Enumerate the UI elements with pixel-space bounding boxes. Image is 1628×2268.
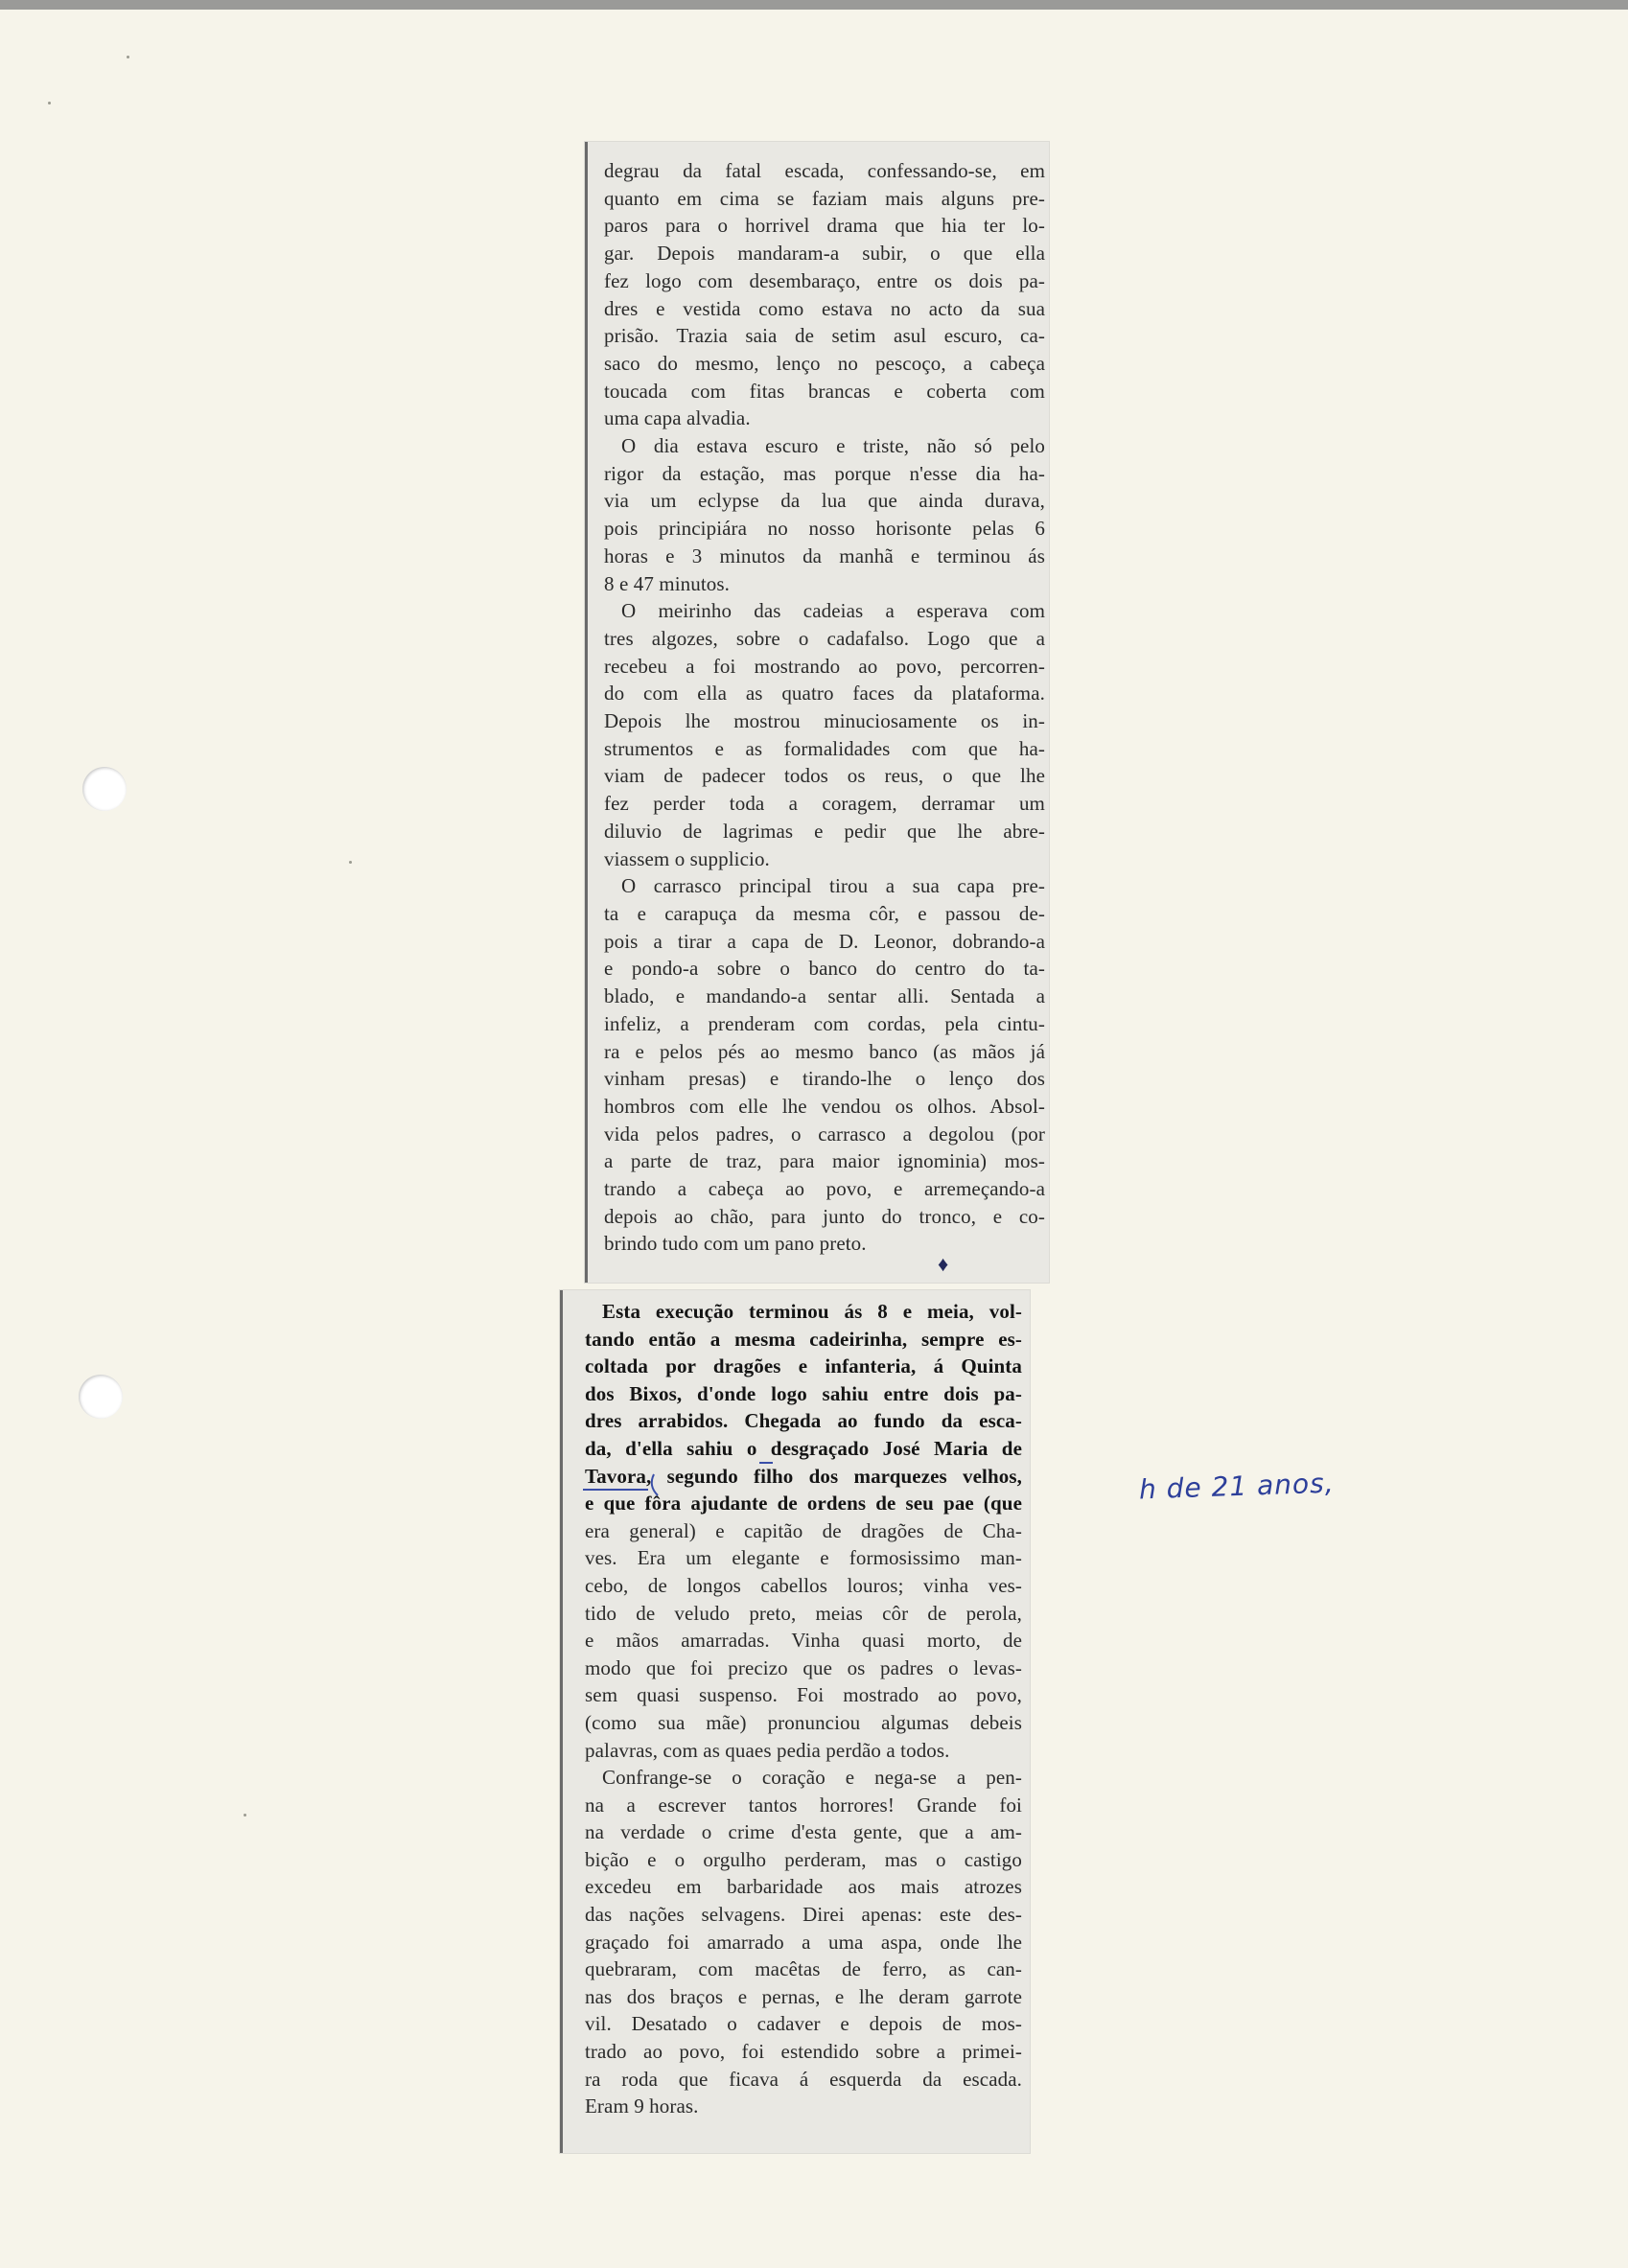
text-line: horas e 3 minutos da manhã e terminou ás	[604, 544, 1045, 567]
text-line: da, d'ella sahiu o desgraçado José Maria de	[585, 1436, 1022, 1460]
text-line: sem quasi suspenso. Foi mostrado ao povo,	[585, 1683, 1022, 1707]
text-line: viam de padecer todos os reus, o que lhe	[604, 764, 1045, 788]
text-line: gar. Depois mandaram-a subir, o que ella	[604, 242, 1045, 266]
text-line: vinham presas) e tirando-lhe o lenço dos	[604, 1067, 1045, 1091]
text-line: e mãos amarradas. Vinha quasi morto, de	[585, 1629, 1022, 1653]
text-line: era general) e capitão de dragões de Cha-	[585, 1518, 1022, 1542]
clipping-2-text	[585, 1298, 1022, 2120]
text-line: dos Bixos, d'onde logo sahiu entre dois pa-	[585, 1381, 1022, 1405]
text-line: pois principiára no nosso horisonte pelas 6	[604, 517, 1045, 541]
text-line: cebo, de longos cabellos louros; vinha ves-	[585, 1573, 1022, 1597]
punch-hole-bottom	[79, 1375, 123, 1419]
punch-hole-top	[82, 767, 127, 811]
text-line: (como sua mãe) pronunciou algumas debeis	[585, 1710, 1022, 1734]
text-line: Eram 9 horas.	[585, 2094, 699, 2118]
text-line: pois a tirar a capa de D. Leonor, dobrando-a	[604, 929, 1045, 953]
text-line: na a escrever tantos horrores! Grande foi	[585, 1793, 1022, 1817]
newspaper-clipping-2	[560, 1290, 1030, 2153]
text-line: a parte de traz, para maior ignominia) mos-	[604, 1149, 1045, 1173]
text-line: toucada com fitas brancas e coberta com	[604, 379, 1045, 403]
text-line: e pondo-a sobre o banco do centro do ta-	[604, 957, 1045, 981]
text-line: infeliz, a prenderam com cordas, pela cintu-	[604, 1011, 1045, 1035]
text-line: viassem o supplicio.	[604, 846, 770, 870]
text-line: ra e pelos pés ao mesmo banco (as mãos já	[604, 1039, 1045, 1063]
text-line: vida pelos padres, o carrasco a degolou (por	[604, 1122, 1045, 1146]
text-line: rigor da estação, mas porque n'esse dia ha-	[604, 461, 1045, 485]
text-line: palavras, com as quaes pedia perdão a todos.	[585, 1738, 950, 1762]
text-line: e que fôra ajudante de ordens de seu pae (que	[585, 1492, 1022, 1516]
text-line: tres algozes, sobre o cadafalso. Logo que a	[604, 626, 1045, 650]
text-line: ra roda que ficava á esquerda da escada.	[585, 2067, 1022, 2091]
newspaper-clipping-1	[585, 142, 1049, 1283]
text-line: dres arrabidos. Chegada ao fundo da esca-	[585, 1409, 1022, 1433]
text-line: hombros com elle lhe vendou os olhos. Absol-	[604, 1094, 1045, 1118]
text-line: na verdade o crime d'esta gente, que a am-	[585, 1820, 1022, 1844]
text-line-underlined: Tavora, segundo filho dos marquezes velhos,	[585, 1464, 1022, 1488]
text-line: trando a cabeça ao povo, e arremeçando-a	[604, 1177, 1045, 1201]
ink-mark-icon: ♦	[938, 1252, 949, 1276]
clipping-1-text	[604, 157, 1045, 1258]
text-line: O dia estava escuro e triste, não só pelo	[621, 434, 1045, 458]
text-line: tando então a mesma cadeirinha, sempre es-	[585, 1327, 1022, 1351]
text-line: nas dos braços e pernas, e lhe deram garrote	[585, 1984, 1022, 2008]
text-line: graçado foi amarrado a uma aspa, onde lhe	[585, 1930, 1022, 1954]
text-line: saco do mesmo, lenço no pescoço, a cabeça	[604, 351, 1045, 375]
name-underline-mark	[581, 1457, 773, 1503]
text-line: prisão. Trazia saia de setim asul escuro, ca-	[604, 324, 1045, 348]
text-line: 8 e 47 minutos.	[604, 571, 730, 595]
text-line: tido de veludo preto, meias côr de perola,	[585, 1601, 1022, 1625]
paper-speck	[127, 56, 129, 58]
text-line: fez perder toda a coragem, derramar um	[604, 792, 1045, 816]
text-line: do com ella as quatro faces da plataforma.	[604, 682, 1045, 706]
text-line: modo que foi precizo que os padres o levas-	[585, 1655, 1022, 1679]
text-line: uma capa alvadia.	[604, 406, 751, 430]
text-line: O meirinho das cadeias a esperava com	[621, 599, 1045, 623]
text-line: paros para o horrivel drama que hia ter lo-	[604, 214, 1045, 238]
text-line: bição e o orgulho perderam, mas o castigo	[585, 1847, 1022, 1871]
text-line: das nações selvagens. Direi apenas: este des-	[585, 1903, 1022, 1927]
text-line: vil. Desatado o cadaver e depois de mos-	[585, 2012, 1022, 2036]
text-line: Esta execução terminou ás 8 e meia, vol-	[602, 1300, 1022, 1323]
paper-sheet	[0, 10, 1628, 2268]
text-line: O carrasco principal tirou a sua capa pre-	[621, 874, 1045, 898]
paper-speck	[48, 102, 51, 104]
text-line: Depois lhe mostrou minuciosamente os in-	[604, 709, 1045, 733]
text-line: brindo tudo com um pano preto.	[604, 1232, 867, 1256]
paper-speck	[244, 1814, 246, 1817]
text-line: Confrange-se o coração e nega-se a pen-	[602, 1766, 1022, 1790]
text-line: quebraram, com macêtas de ferro, as can-	[585, 1957, 1022, 1981]
text-line: ta e carapuça da mesma côr, e passou de-	[604, 901, 1045, 925]
text-line: fez logo com desembaraço, entre os dois pa-	[604, 268, 1045, 292]
text-line: depois ao chão, para junto do tronco, e co-	[604, 1204, 1045, 1228]
text-line: degrau da fatal escada, confessando-se, em	[604, 159, 1045, 182]
text-line: blado, e mandando-a sentar alli. Sentada a	[604, 984, 1045, 1008]
text-line: recebeu a foi mostrando ao povo, percorren-	[604, 654, 1045, 678]
text-line: ves. Era um elegante e formosissimo man-	[585, 1546, 1022, 1570]
text-line: trado ao povo, foi estendido sobre a primei-	[585, 2040, 1022, 2064]
text-line: via um eclypse da lua que ainda durava,	[604, 489, 1045, 513]
text-line: excedeu em barbaridade aos mais atrozes	[585, 1875, 1022, 1899]
text-line: strumentos e as formalidades com que ha-	[604, 736, 1045, 760]
text-line: coltada por dragões e infanteria, á Quinta	[585, 1354, 1022, 1378]
text-line: diluvio de lagrimas e pedir que lhe abre-	[604, 819, 1045, 843]
text-line: quanto em cima se faziam mais alguns pre-	[604, 186, 1045, 210]
paper-speck	[349, 861, 352, 864]
handwritten-note: h de 21 anos,	[1138, 1467, 1336, 1506]
text-line: dres e vestida como estava no acto da sua	[604, 296, 1045, 320]
